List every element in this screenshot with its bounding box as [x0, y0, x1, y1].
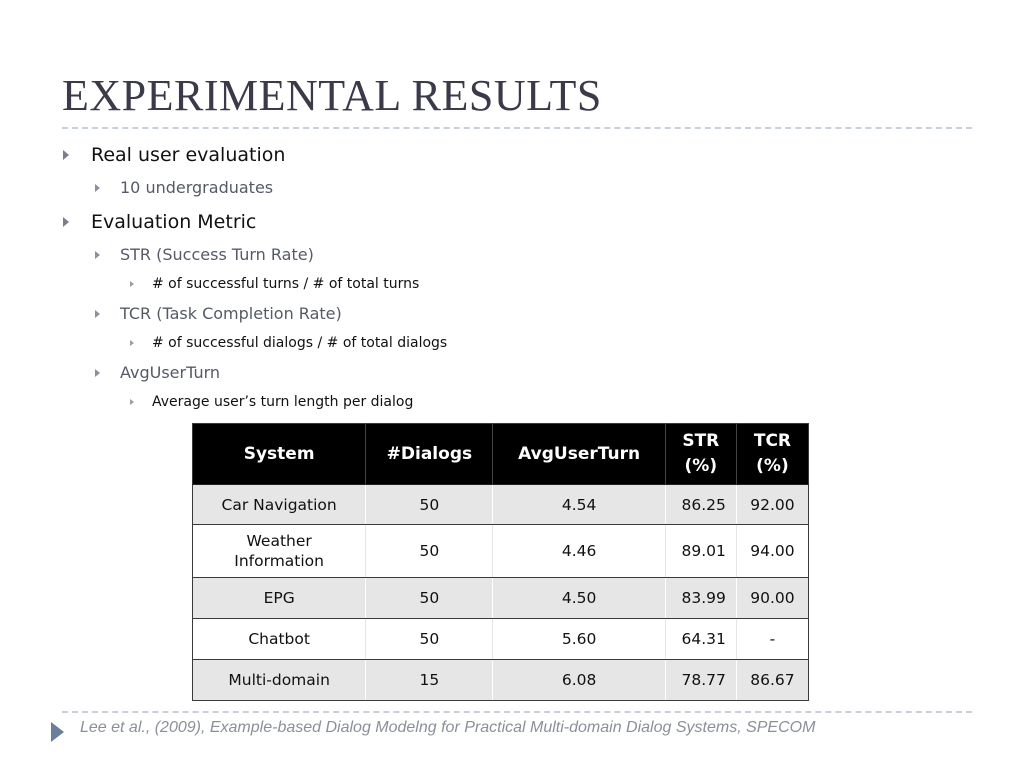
bullet-evaluation-metric: [63, 211, 256, 233]
bullet-real-user-evaluation: [63, 144, 285, 166]
bullet-triangle-icon: [95, 184, 100, 192]
bullet-triangle-icon: [95, 369, 100, 377]
cell-system: Multi-domain: [193, 660, 366, 701]
cell-str: 78.77: [665, 660, 736, 701]
header-tcr: TCR (%): [736, 424, 808, 485]
table-header-row: [193, 424, 809, 485]
cell-tcr: 90.00: [736, 578, 808, 619]
bullet-triangle-icon: [63, 150, 69, 160]
bullet-text: Evaluation Metric: [91, 211, 257, 233]
cell-avguserturn: 5.60: [493, 619, 665, 660]
header-str: STR (%): [665, 424, 736, 485]
cell-tcr: 92.00: [736, 485, 808, 525]
bullet-triangle-icon: [95, 310, 100, 318]
cell-tcr: 86.67: [736, 660, 808, 701]
cell-dialogs: 50: [366, 578, 493, 619]
bullet-text: 10 undergraduates: [120, 178, 274, 197]
cell-system: Chatbot: [193, 619, 366, 660]
bullet-triangle-icon: [95, 251, 100, 259]
title-divider: [62, 127, 972, 129]
bullet-text: Average user’s turn length per dialog: [152, 394, 414, 410]
bullet-text: STR (Success Turn Rate): [120, 245, 314, 264]
bullet-text: AvgUserTurn: [120, 363, 221, 382]
cell-system: EPG: [193, 578, 366, 619]
bullet-tcr: [95, 304, 342, 323]
cell-avguserturn: 4.50: [493, 578, 665, 619]
cell-tcr: 94.00: [736, 525, 808, 578]
header-dialogs: #Dialogs: [366, 424, 493, 485]
cell-str: 86.25: [665, 485, 736, 525]
cell-str: 89.01: [665, 525, 736, 578]
cell-dialogs: 15: [366, 660, 493, 701]
cell-tcr: -: [736, 619, 808, 660]
bullet-text: # of successful turns / # of total turns: [152, 276, 420, 292]
bullet-avguserturn: [95, 363, 220, 382]
triangle-right-icon: [51, 722, 64, 742]
bullet-triangle-icon: [130, 340, 134, 346]
bullet-tcr-definition: [130, 335, 447, 351]
table-row: [193, 578, 809, 619]
bullet-undergraduates: [95, 178, 273, 197]
cell-avguserturn: 4.46: [493, 525, 665, 578]
bullet-triangle-icon: [63, 217, 69, 227]
cell-avguserturn: 4.54: [493, 485, 665, 525]
cell-str: 83.99: [665, 578, 736, 619]
bullet-text: Real user evaluation: [91, 144, 286, 166]
bullet-triangle-icon: [130, 399, 134, 405]
cell-system: Car Navigation: [193, 485, 366, 525]
table-row: [193, 525, 809, 578]
bullet-avguserturn-definition: [130, 394, 413, 410]
results-table: [192, 423, 809, 701]
cell-dialogs: 50: [366, 525, 493, 578]
footer-citation: Lee et al., (2009), Example-based Dialog Modelng for Practical Multi-domain Dialog Systems, SPECOM: [80, 719, 816, 736]
bullet-triangle-icon: [130, 281, 134, 287]
bullet-str-definition: [130, 276, 419, 292]
bullet-str: [95, 245, 314, 264]
slide-title: EXPERIMENTAL RESULTS: [62, 71, 602, 120]
cell-avguserturn: 6.08: [493, 660, 665, 701]
cell-dialogs: 50: [366, 485, 493, 525]
bullet-text: TCR (Task Completion Rate): [120, 304, 342, 323]
table-row: [193, 660, 809, 701]
header-system: System: [193, 424, 366, 485]
cell-dialogs: 50: [366, 619, 493, 660]
header-avguserturn: AvgUserTurn: [493, 424, 665, 485]
table-row: [193, 619, 809, 660]
bullet-text: # of successful dialogs / # of total dialogs: [152, 335, 448, 351]
footer-divider: [62, 711, 972, 713]
cell-str: 64.31: [665, 619, 736, 660]
cell-system: Weather Information: [193, 525, 366, 578]
table-row: [193, 485, 809, 525]
